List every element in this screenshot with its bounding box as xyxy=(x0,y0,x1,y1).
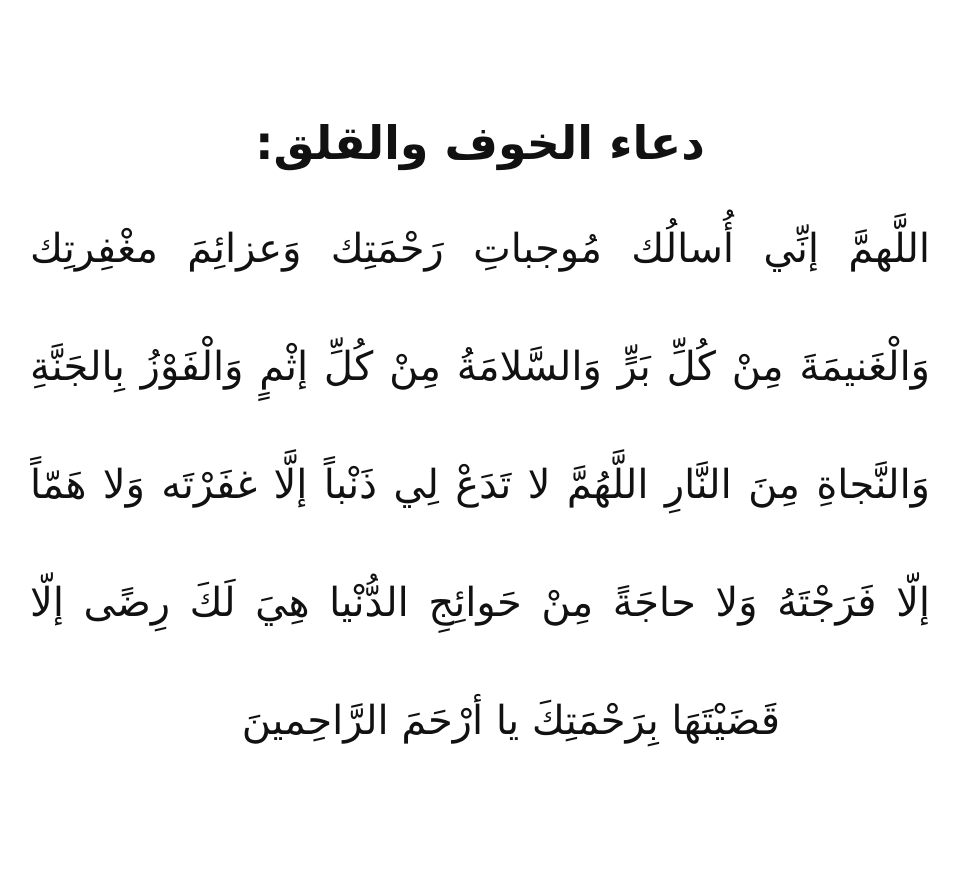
text-line-4: إلّا فَرَجْتَهُ وَلا حاجَةً مِنْ حَوائِجِ الدُّنْيا هِيَ لَكَ رِضًى إلّا xyxy=(30,580,930,626)
supplication-text xyxy=(30,190,930,780)
text-line-2: وَالْغَنيمَةَ مِنْ كُلِّ بَرٍّ وَالسَّلامَةُ مِنْ كُلِّ إثْمٍ وَالْفَوْزُ بِالجَنَّةِ xyxy=(30,344,930,390)
text-line-1: اللَّهمَّ إنِّي أُسالُك مُوجباتِ رَحْمَتِك وَعزائِمَ مغْفِرتِك xyxy=(30,226,930,272)
text-line-3: وَالنَّجاةِ مِنَ النَّارِ اللَّهُمَّ لا تَدَعْ لِي ذَنْباً إلَّا غفَرْتَه وَلا هَمّاً xyxy=(30,462,930,508)
page-title: دعاء الخوف والقلق: xyxy=(255,116,705,170)
text-line-5: قَضَيْتَهَا بِرَحْمَتِكَ يا أرْحَمَ الرَّاحِمينَ xyxy=(241,698,780,744)
